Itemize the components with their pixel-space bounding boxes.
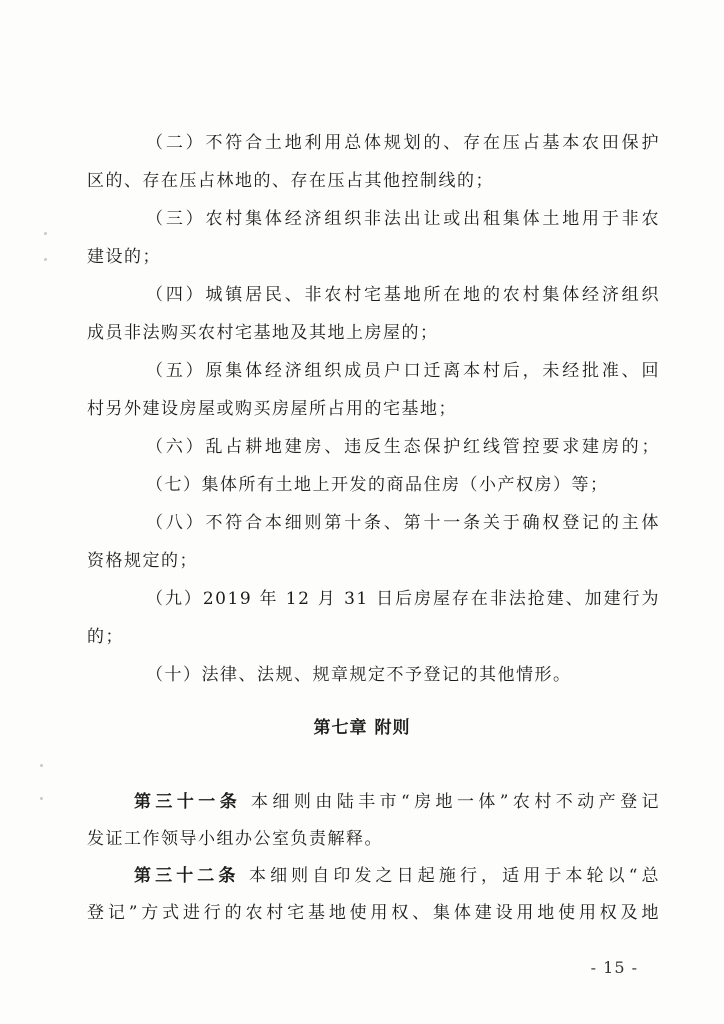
page-number: - 15 - xyxy=(590,958,638,977)
list-item-3-line-2: 建设的； xyxy=(87,247,161,267)
article-31-text: 本细则由陆丰市“房地一体”农村不动产登记 xyxy=(250,792,660,812)
list-item-10: （十）法律、法规、规章规定不予登记的其他情形。 xyxy=(146,665,572,685)
article-32-line-1 xyxy=(134,864,660,888)
list-item-3-line-1: （三）农村集体经济组织非法出让或出租集体土地用于非农 xyxy=(146,209,660,229)
scan-speck xyxy=(44,232,47,235)
list-item-9-line-1: （九）2019 年 12 月 31 日后房屋存在非法抢建、加建行为 xyxy=(146,589,660,609)
article-32-text: 本细则自印发之日起施行，适用于本轮以“总 xyxy=(248,866,660,886)
list-item-2-line-2: 区的、存在压占林地的、存在压占其他控制线的； xyxy=(87,171,494,191)
article-32-line-2: 登记”方式进行的农村宅基地使用权、集体建设用地使用权及地 xyxy=(87,903,660,923)
list-item-4-line-2: 成员非法购买农村宅基地及其地上房屋的； xyxy=(87,323,439,343)
article-31-line-2: 发证工作领导小组办公室负责解释。 xyxy=(87,829,383,849)
list-item-4-line-1: （四）城镇居民、非农村宅基地所在地的农村集体经济组织 xyxy=(146,285,660,305)
list-item-6: （六）乱占耕地建房、违反生态保护红线管控要求建房的； xyxy=(146,437,660,457)
list-item-5-line-1: （五）原集体经济组织成员户口迁离本村后，未经批准、回 xyxy=(146,361,660,381)
article-31-heading: 第三十一条 xyxy=(134,792,242,812)
scan-speck xyxy=(40,797,43,800)
scan-speck xyxy=(44,258,47,261)
list-item-8-line-2: 资格规定的； xyxy=(87,551,198,571)
list-item-2-line-1: （二）不符合土地利用总体规划的、存在压占基本农田保护 xyxy=(146,133,660,153)
list-item-5-line-2: 村另外建设房屋或购买房屋所占用的宅基地； xyxy=(87,399,457,419)
article-32-heading: 第三十二条 xyxy=(134,866,240,886)
article-31-line-1 xyxy=(134,790,660,814)
list-item-7: （七）集体所有土地上开发的商品住房（小产权房）等； xyxy=(146,475,609,495)
scan-speck xyxy=(40,764,43,767)
list-item-9-line-2: 的； xyxy=(87,627,124,647)
list-item-8-line-1: （八）不符合本细则第十条、第十一条关于确权登记的主体 xyxy=(146,513,660,533)
chapter-title: 第七章 附则 xyxy=(313,718,411,738)
